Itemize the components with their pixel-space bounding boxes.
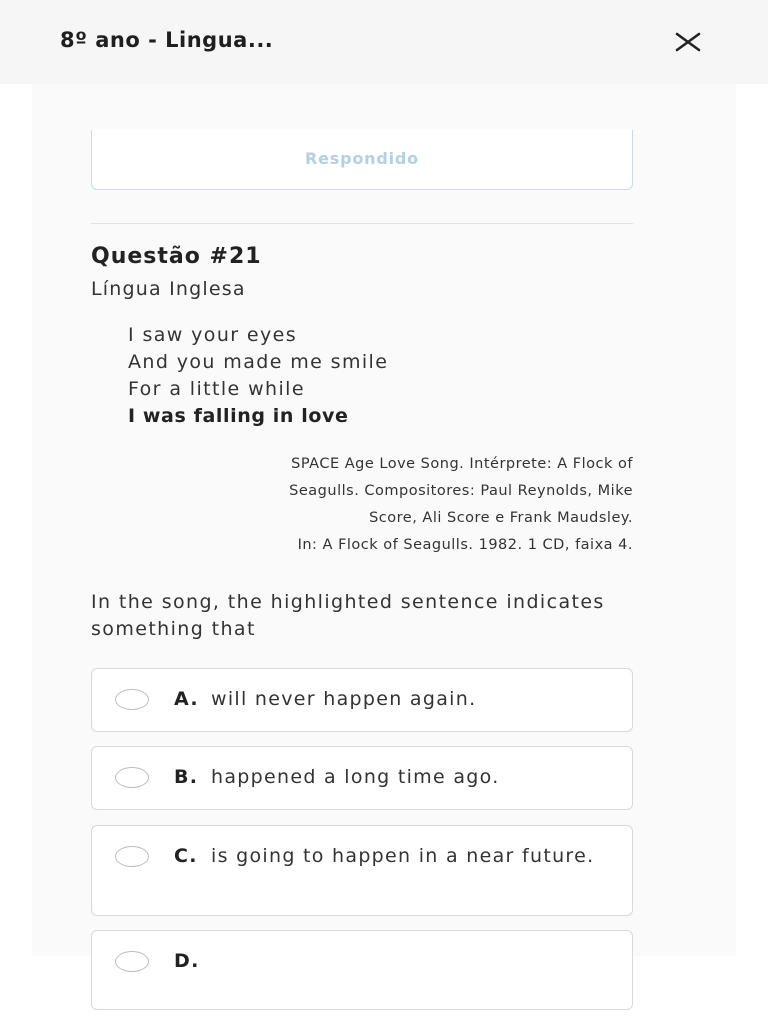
option-c[interactable] [91, 825, 633, 916]
divider [91, 223, 633, 224]
source-citation [131, 451, 633, 559]
poem-line: I saw your eyes [128, 324, 298, 346]
answered-button[interactable]: Respondido [91, 130, 633, 190]
radio-button[interactable] [115, 951, 149, 972]
option-text [174, 686, 641, 712]
poem-line: And you made me smile [128, 351, 389, 373]
option-text [174, 764, 641, 790]
option-b[interactable] [91, 746, 633, 810]
citation-line: SPACE Age Love Song. Intérprete: A Flock of [291, 456, 633, 472]
poem-line: For a little while [128, 378, 305, 400]
radio-button[interactable] [115, 689, 149, 710]
citation-line: Seagulls. Compositores: Paul Reynolds, Mike [289, 483, 633, 499]
close-icon[interactable] [672, 26, 704, 58]
question-prompt: In the song, the highlighted sentence indicates something that [91, 591, 605, 640]
option-letter: C. [174, 845, 198, 867]
option-letter: B. [174, 766, 199, 788]
option-a[interactable] [91, 668, 633, 732]
option-letter: D. [174, 950, 200, 972]
radio-button[interactable] [115, 846, 149, 867]
option-text [174, 843, 641, 869]
option-text [174, 948, 641, 974]
citation-line: In: A Flock of Seagulls. 1982. 1 CD, faixa 4. [297, 537, 633, 553]
citation-line: Score, Ali Score e Frank Maudsley. [369, 510, 633, 526]
question-subject: Língua Inglesa [91, 278, 246, 300]
option-label: will never happen again. [211, 688, 477, 710]
option-label: happened a long time ago. [211, 766, 500, 788]
radio-button[interactable] [115, 767, 149, 788]
option-label: is going to happen in a near future. [211, 845, 595, 867]
question-title: Questão #21 [91, 244, 262, 269]
question-panel [32, 84, 736, 972]
option-letter: A. [174, 688, 199, 710]
poem-highlighted-line: I was falling in love [128, 405, 349, 427]
page-title: 8º ano - Lingua... [60, 28, 274, 52]
option-d[interactable] [91, 930, 633, 1010]
poem-excerpt [128, 322, 388, 430]
top-bar [0, 0, 768, 84]
